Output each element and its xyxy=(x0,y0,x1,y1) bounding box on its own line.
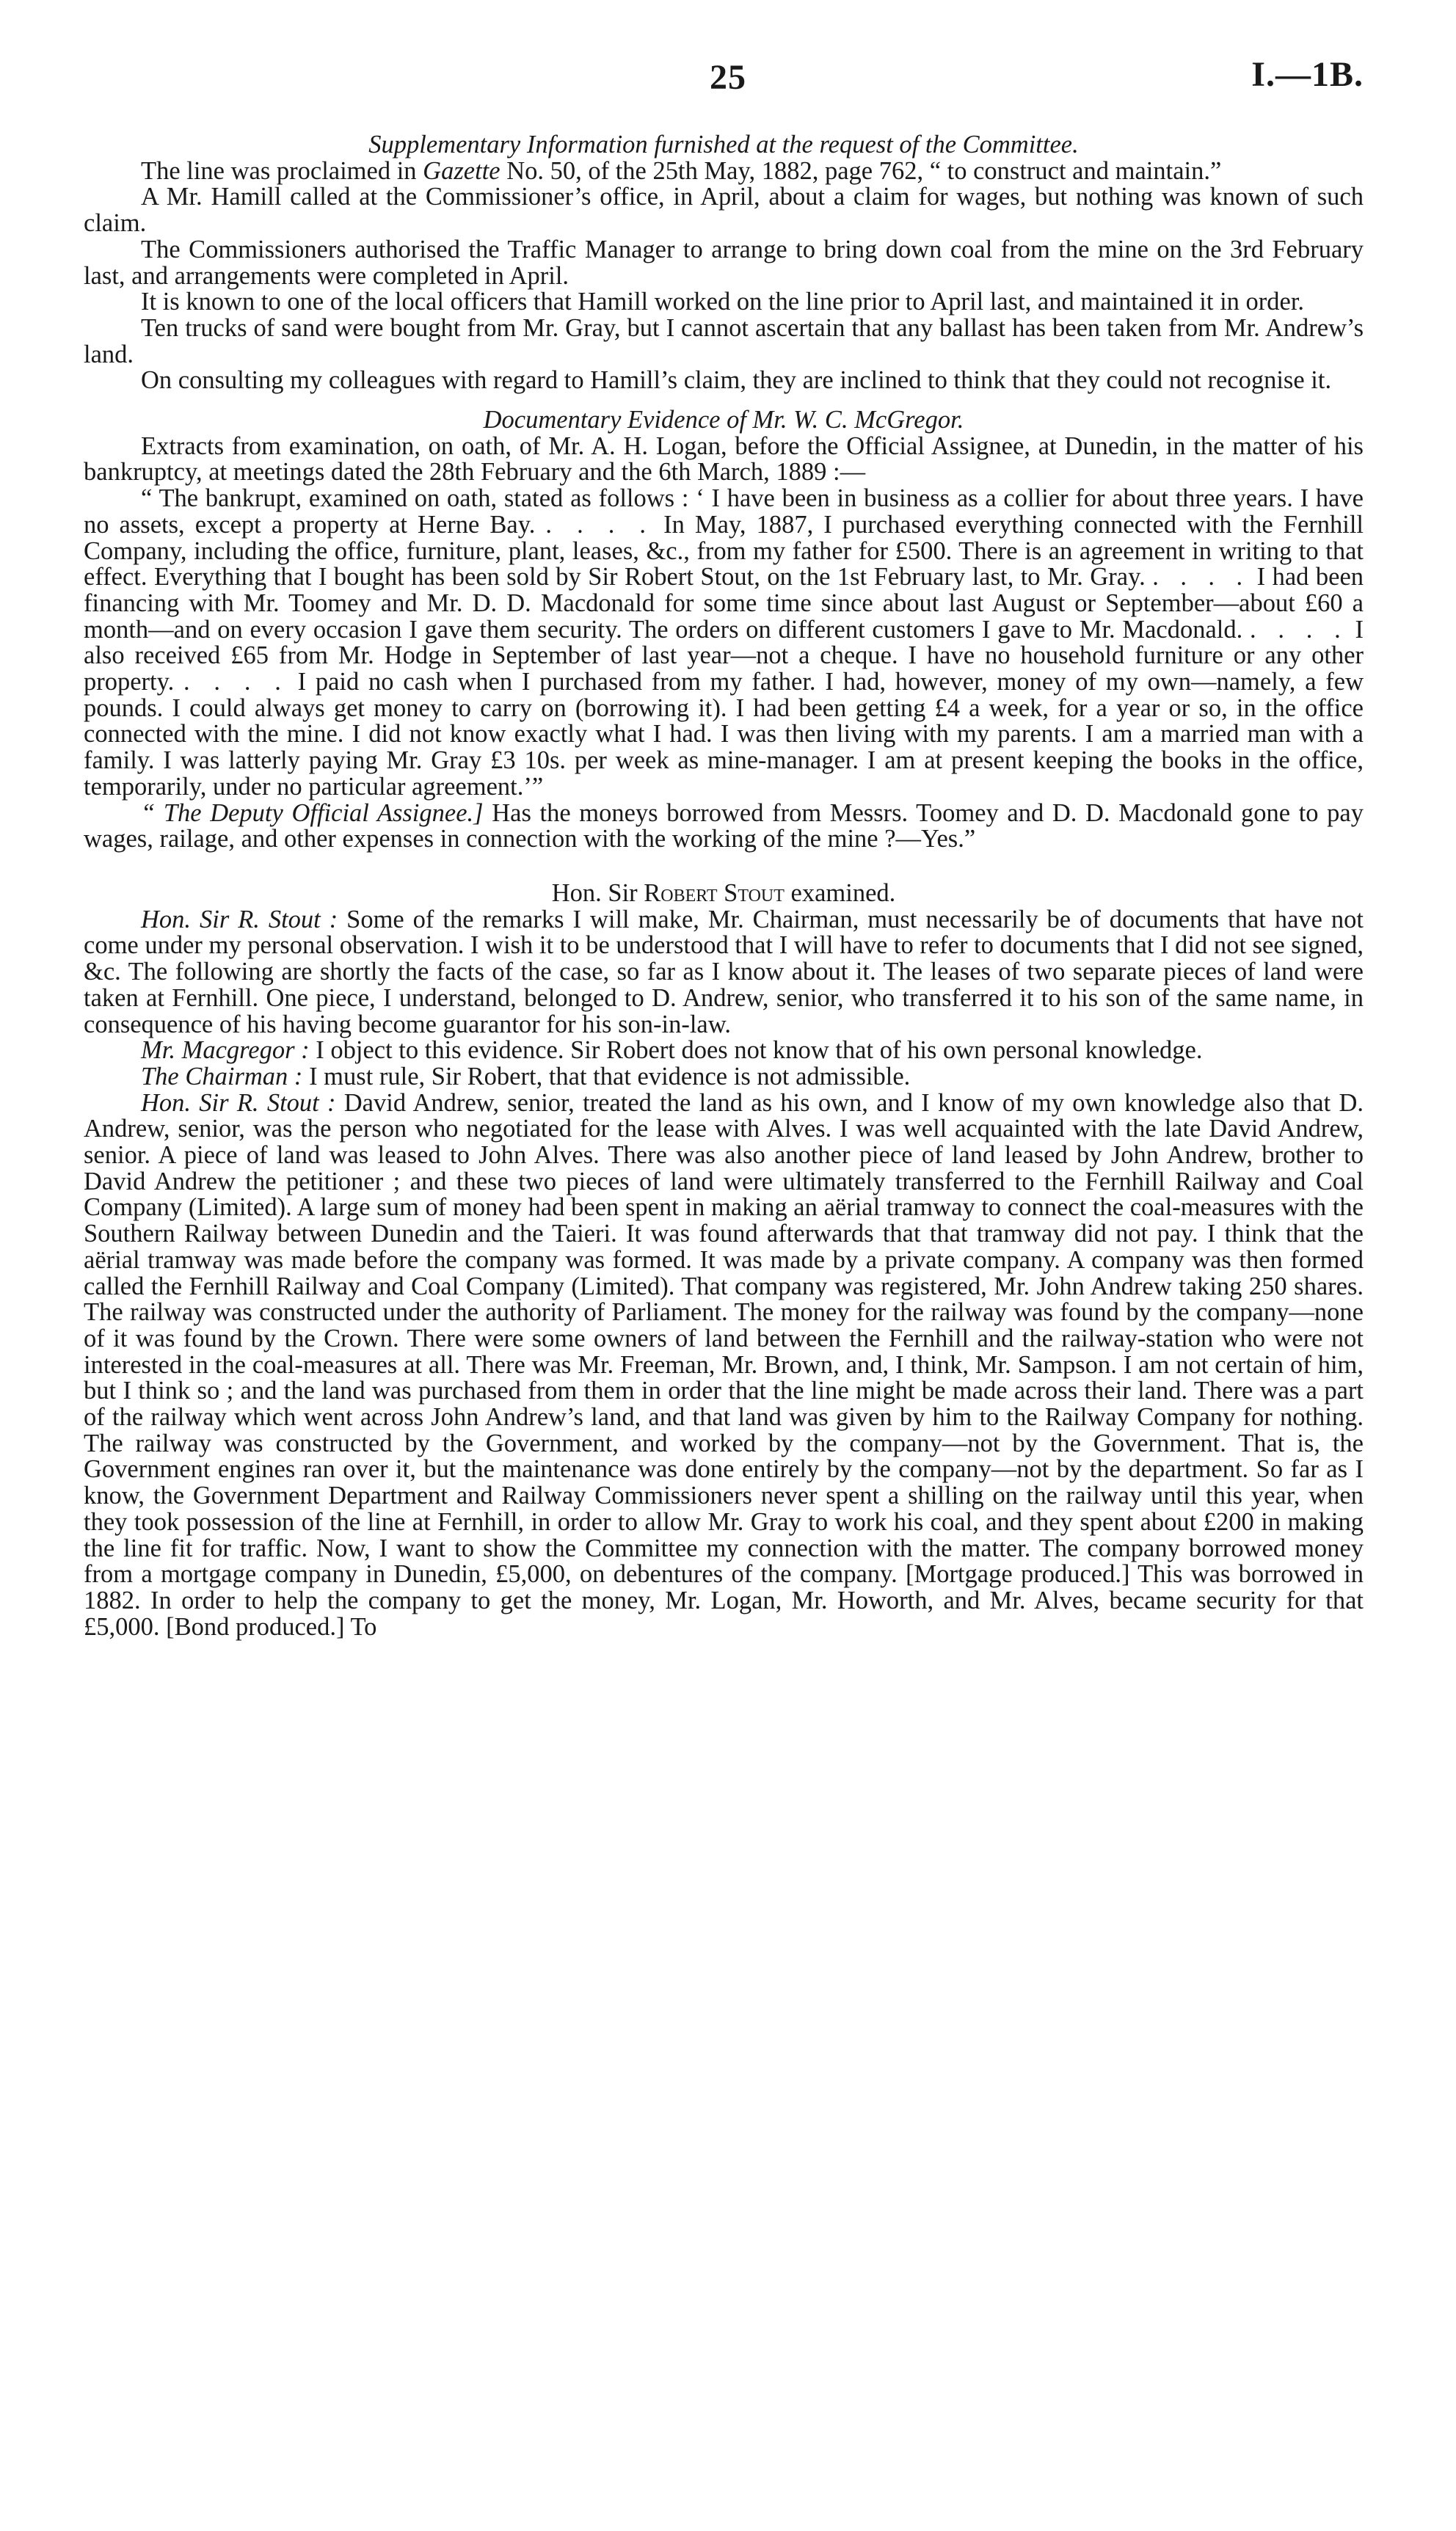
testimony: The Chairman : I must rule, Sir Robert, that that evidence is not admissible. xyxy=(141,1062,911,1090)
paragraph: A Mr. Hamill called at the Commissioner’s office, in April, about a claim for wages, but nothing was known of such claim. xyxy=(84,183,1364,238)
speaker-label: The Chairman : xyxy=(141,1062,303,1090)
documentary-heading: Documentary Evidence of Mr. W. C. McGregor. xyxy=(483,406,964,434)
quoted-evidence: “ The bankrupt, examined on oath, stated as follows : ‘ I have been in business as a collier for about three years. I have no assets, except a property at Herne Bay. . . . . In May, 1887, I purchased everything connected with the Fernhill Company, including the office, furniture, plant, leases, &c., from my father for £500. There is an agreement in writing to that effect. Everything that I bought has been sold by Sir Robert Stout, on the 1st February last, to Mr. Gray. . . . . I had been financing with Mr. Toomey and Mr. D. D. Macdonald for some time since about last August or September—about £60 a month—and on every occasion I gave them security. The orders on different customers I gave to Mr. Macdonald. . . . . I also received £65 from Mr. Hodge in September of last year—not a cheque. I have no household furniture or any other property. . . . . I paid no cash when I purchased from my father. I had, however, money of my own—namely, a few pounds. I could always get money to carry on (borrowing it). I had been getting £4 a week, for a year or so, in the office connected with the mine. I did not know exactly what I had. I was then living with my parents. I am a married man with a family. I was latterly paying Mr. Gray £3 10s. per week as mine-manager. I am at present keeping the books in the office, temporarily, under no particular agreement.’” xyxy=(84,484,1364,801)
testimony: Mr. Macgregor : I object to this evidence. Sir Robert does not know that of his own personal knowledge. xyxy=(141,1036,1203,1065)
page-body xyxy=(84,132,1364,1640)
paragraph: Extracts from examination, on oath, of Mr. A. H. Logan, before the Official Assignee, at Dunedin, in the matter of his bankruptcy, at meetings dated the 28th February and the 6th March, 1889 :— xyxy=(84,431,1364,487)
speaker-label: “ The Deputy Official Assignee.] xyxy=(141,798,484,827)
paragraph: The Commissioners authorised the Traffic Manager to arrange to bring down coal from the mine on the 3rd February last, and arrangements were completed in April. xyxy=(84,235,1364,290)
examination-heading: Hon. Sir Robert Stout examined. xyxy=(551,878,896,907)
testimony: Hon. Sir R. Stout : Some of the remarks I will make, Mr. Chairman, must necessarily be of documents that have not come under my personal observation. I wish it to be understood that I will have to refer to documents that I did not see signed, &c. The following are shortly the facts of the case, so far as I know about it. The leases of two separate pieces of land were taken at Fernhill. One piece, I understand, belonged to D. Andrew, senior, who transferred it to his son of the same name, in consequence of his having become guarantor for his son-in-law. xyxy=(84,905,1364,1038)
supplementary-heading: Supplementary Information furnished at the request of the Committee. xyxy=(368,131,1079,159)
document-reference: I.—1B. xyxy=(1251,55,1364,94)
paragraph: On consulting my colleagues with regard to Hamill’s claim, they are inclined to think that they could not recognise it. xyxy=(141,366,1332,395)
quoted-evidence: “ The Deputy Official Assignee.] Has the moneys borrowed from Messrs. Toomey and D. D. Macdonald gone to pay wages, railage, and other expenses in connection with the working of the mine ?—Yes.” xyxy=(84,798,1364,853)
page-number: 25 xyxy=(710,58,746,97)
paragraph: The line was proclaimed in Gazette No. 50, of the 25th May, 1882, page 762, “ to construct and maintain.” xyxy=(141,156,1222,185)
gazette-title: Gazette xyxy=(423,156,500,185)
speaker-label: Hon. Sir R. Stout : xyxy=(141,905,338,933)
testimony: Hon. Sir R. Stout : David Andrew, senior, treated the land as his own, and I know of my own knowledge also that D. Andrew, senior, was the person who negotiated for the lease with Alves. I was well acquainted with the late David Andrew, senior. A piece of land was leased to John Alves. There was also another piece of land leased by John Andrew, brother to David Andrew the petitioner ; and these two pieces of land were ultimately transferred to the Fernhill Railway and Coal Company (Limited). A large sum of money had been spent in making an aërial tramway to connect the coal-measures with the Southern Railway between Dunedin and the Taieri. It was found afterwards that that tramway did not pay. I think that the aërial tramway was made before the company was formed. It was made by a private company. A company was then formed called the Fernhill Railway and Coal Company (Limited). That company was registered, Mr. John Andrew taking 250 shares. The railway was constructed under the authority of Parliament. The money for the railway was found by the company—none of it was found by the Crown. There were some owners of land between the Fernhill and the railway-station who were not interested in the coal-measures at all. There was Mr. Freeman, Mr. Brown, and, I think, Mr. Sampson. I am not certain of him, but I think so ; and the land was purchased from them in order that the line might be made across their land. There was a part of the railway which went across John Andrew’s land, and that land was given by him to the Railway Company for nothing. The railway was constructed by the Government, and worked by the company—not by the Government. That is, the Government engines ran over it, but the maintenance was done entirely by the company—not by the department. So far as I know, the Government Department and Railway Commissioners never spent a shilling on the railway until this year, when they took possession of the line at Fernhill, in order to allow Mr. Gray to work his coal, and they spent about £200 in making the line fit for traffic. Now, I want to show the Committee my connection with the matter. The company borrowed money from a mortgage company in Dunedin, £5,000, on debentures of the company. [Mortgage produced.] This was borrowed in 1882. In order to help the company to get the money, Mr. Logan, Mr. Howorth, and Mr. Alves, became security for that £5,000. [Bond produced.] To xyxy=(84,1088,1364,1641)
speaker-label: Hon. Sir R. Stout : xyxy=(141,1088,336,1117)
paragraph: Ten trucks of sand were bought from Mr. Gray, but I cannot ascertain that any ballast has been taken from Mr. Andrew’s land. xyxy=(84,313,1364,368)
speaker-label: Mr. Macgregor : xyxy=(141,1036,310,1065)
paragraph: It is known to one of the local officers that Hamill worked on the line prior to April last, and maintained it in order. xyxy=(141,288,1305,316)
